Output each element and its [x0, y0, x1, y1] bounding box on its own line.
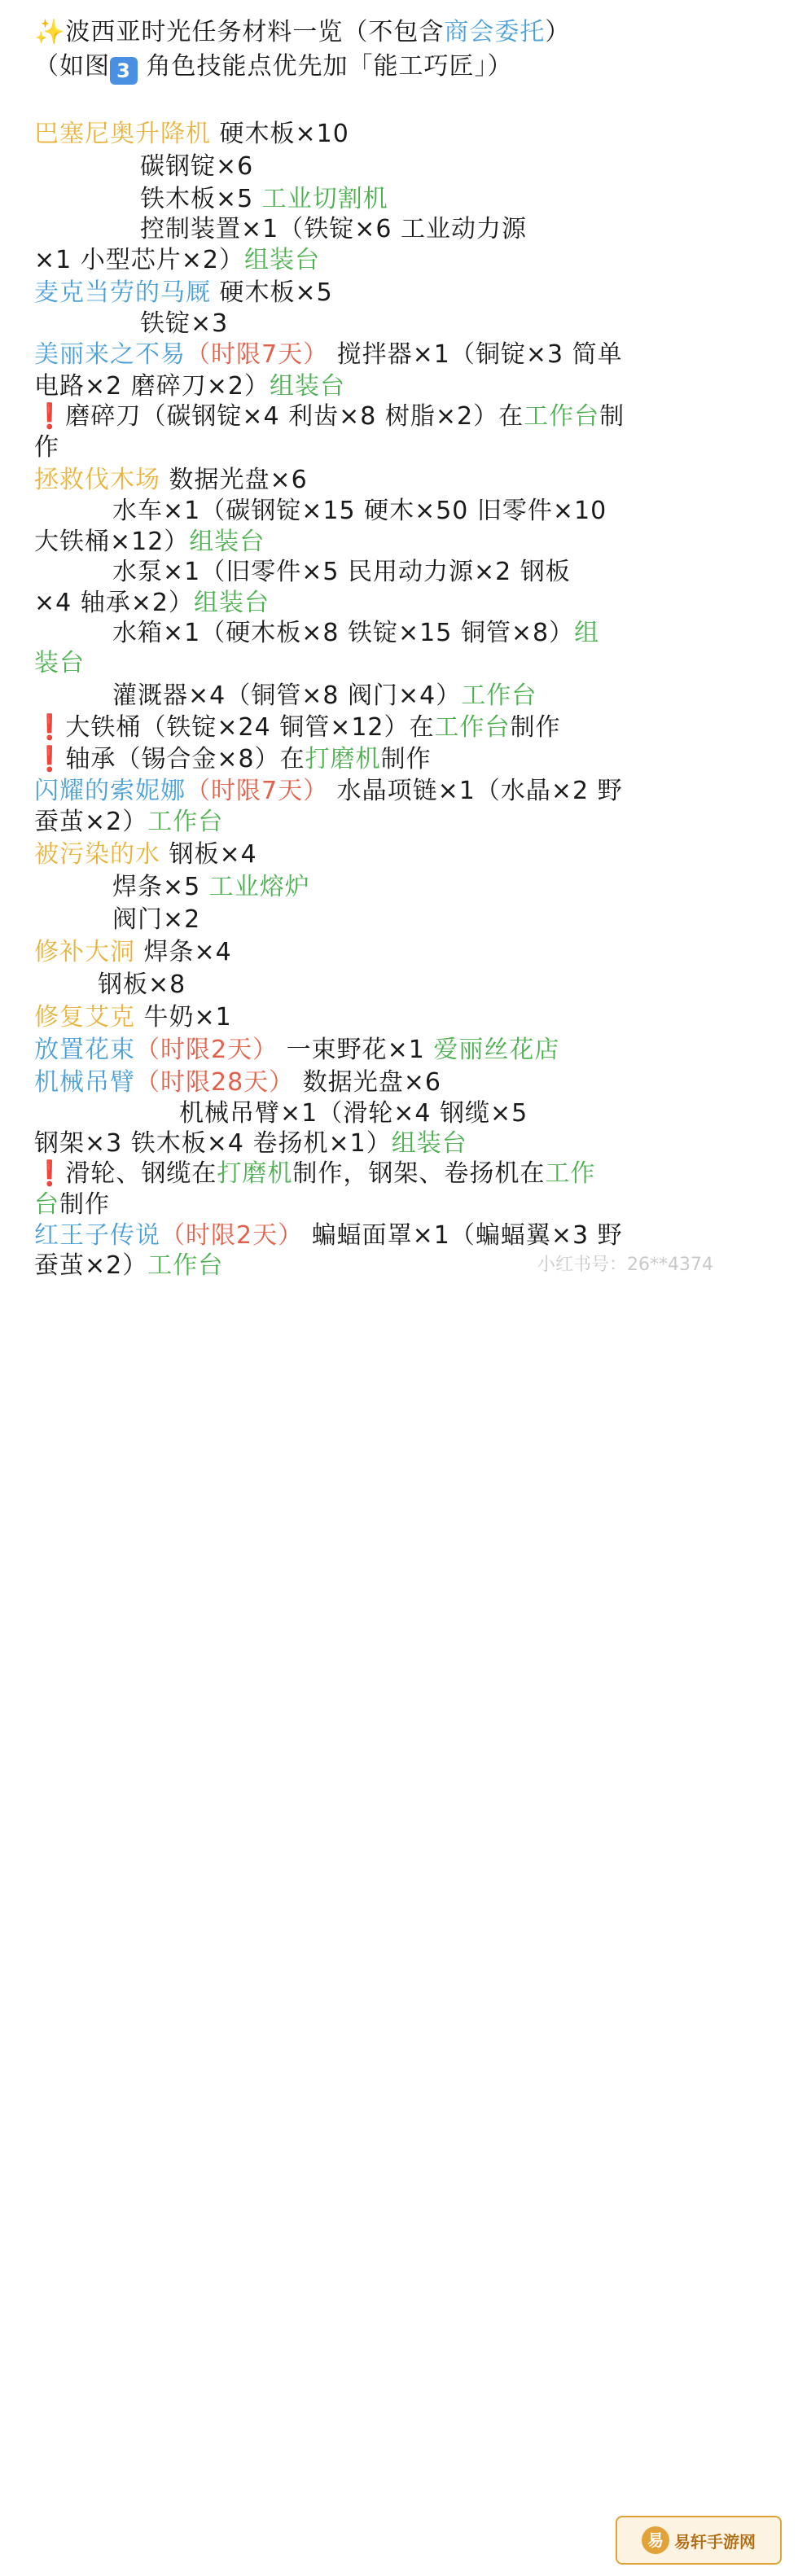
- logo-icon: 易: [642, 2526, 669, 2554]
- title-line: ✨波西亚时光任务材料一览（不包含商会委托）: [34, 18, 571, 46]
- material-line: 大铁桶×12）组装台: [34, 528, 265, 556]
- warning-line: ❗轴承（锡合金×8）在打磨机制作: [34, 745, 432, 773]
- material-line: 水车×1（碳钢锭×15 硬木×50 旧零件×10: [112, 497, 607, 525]
- quest-bouquet: 放置花束（时限2天） 一束野花×1 爱丽丝花店: [34, 1036, 560, 1064]
- note-line: （如图 3 角色技能点优先加「能工巧匠」）: [34, 50, 513, 85]
- material-line: 钢架×3 铁木板×4 卷扬机×1）组装台: [34, 1129, 467, 1158]
- quest-polluted-water: 被污染的水 钢板×4: [34, 840, 257, 869]
- quest-crane-arm: 机械吊臂（时限28天） 数据光盘×6: [34, 1068, 441, 1097]
- quest-baseniao: 巴塞尼奥升降机 硬木板×10: [34, 120, 349, 148]
- material-line: 控制装置×1（铁锭×6 工业动力源: [140, 215, 527, 243]
- material-line: 铁木板×5 工业切割机: [140, 185, 388, 213]
- quest-beauty: 美丽来之不易（时限7天） 搅拌器×1（铜锭×3 简单: [34, 340, 623, 369]
- material-line: 碳钢锭×6: [140, 152, 254, 181]
- material-line: 阀门×2: [112, 905, 201, 934]
- quest-name: 修补大洞: [34, 938, 135, 966]
- exclamation-icon: ❗: [34, 1159, 66, 1188]
- material-line: 台制作: [34, 1190, 110, 1219]
- quest-name: 机械吊臂: [34, 1068, 135, 1097]
- quest-name: 闪耀的索妮娜: [34, 777, 186, 805]
- watermark: 小红书号：26**4374: [537, 1255, 713, 1275]
- material-line: ×1 小型芯片×2）组装台: [34, 246, 320, 274]
- material-line: 水箱×1（硬木板×8 铁锭×15 铜管×8）组: [112, 619, 600, 647]
- quest-name: 麦克当劳的马厩: [34, 278, 211, 307]
- material-line: 焊条×5 工业熔炉: [112, 873, 310, 901]
- sparkle-icon: ✨: [34, 18, 66, 46]
- warning-line: ❗滑轮、钢缆在打磨机制作，钢架、卷扬机在工作: [34, 1159, 596, 1188]
- keycap-three-icon: 3: [110, 57, 138, 85]
- material-line: 电路×2 磨碎刀×2）组装台: [34, 372, 345, 401]
- exclamation-icon: ❗: [34, 745, 66, 773]
- quest-name: 修复艾克: [34, 1003, 135, 1032]
- quest-sonia: 闪耀的索妮娜（时限7天） 水晶项链×1（水晶×2 野: [34, 777, 623, 805]
- material-line: 作: [34, 433, 59, 462]
- exclamation-icon: ❗: [34, 713, 66, 742]
- material-line: ×4 轴承×2）组装台: [34, 589, 270, 617]
- quest-name: 巴塞尼奥升降机: [34, 120, 211, 148]
- quest-name: 被污染的水: [34, 840, 160, 869]
- quest-name: 拯救伐木场: [34, 466, 160, 494]
- warning-line: ❗磨碎刀（碳钢锭×4 利齿×8 树脂×2）在工作台制: [34, 402, 625, 431]
- quest-repair-hole: 修补大洞 焊条×4: [34, 938, 232, 966]
- site-logo: 易 易轩手游网: [616, 2516, 782, 2565]
- exclamation-icon: ❗: [34, 402, 66, 431]
- quest-name: 美丽来之不易: [34, 340, 186, 369]
- quest-mcdonald-stable: 麦克当劳的马厩 硬木板×5: [34, 278, 333, 307]
- quest-repair-aike: 修复艾克 牛奶×1: [34, 1003, 232, 1032]
- material-line: 钢板×8: [98, 970, 186, 999]
- material-line: 蚕茧×2）工作台: [34, 1251, 224, 1280]
- material-line: 装台: [34, 649, 85, 677]
- material-line: 水泵×1（旧零件×5 民用动力源×2 钢板: [112, 558, 571, 586]
- quest-name: 放置花束: [34, 1036, 135, 1064]
- quest-lumber-mill: 拯救伐木场 数据光盘×6: [34, 466, 308, 494]
- warning-line: ❗大铁桶（铁锭×24 铜管×12）在工作台制作: [34, 713, 561, 742]
- quest-name: 红王子传说: [34, 1221, 160, 1250]
- material-line: 铁锭×3: [140, 309, 229, 338]
- material-line: 蚕茧×2）工作台: [34, 808, 224, 836]
- quest-red-prince: 红王子传说（时限2天） 蝙蝠面罩×1（蝙蝠翼×3 野: [34, 1221, 623, 1250]
- material-line: 灌溉器×4（铜管×8 阀门×4）工作台: [112, 681, 537, 710]
- material-line: 机械吊臂×1（滑轮×4 钢缆×5: [179, 1099, 528, 1128]
